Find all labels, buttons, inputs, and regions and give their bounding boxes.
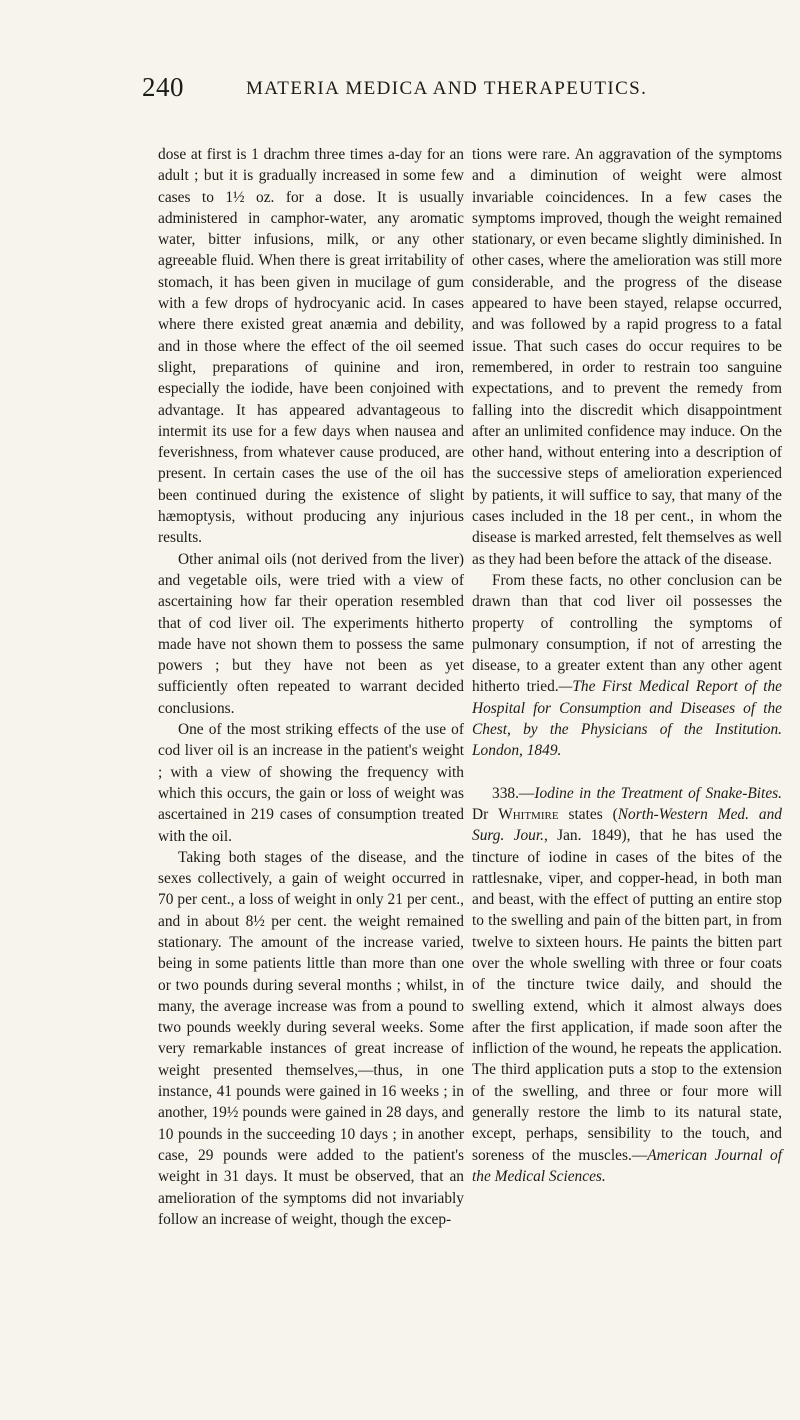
- conclusion-text: From these facts, no other conclusion can be drawn than that cod liver oil possesses the property of controlling the symptoms of pulmonary consumption, if not of arresting the disease, to a greater extent than any other agent hitherto tried.: [472, 571, 782, 696]
- paragraph-weight-effect: One of the most striking effects of the use of cod liver oil is an increase in the patient's weight ; with a view of showing the frequency with which this occurs, the gain or loss of weight was ascertained in 219 cases of consumption treated with the oil.: [158, 721, 464, 845]
- text-states: states (: [558, 805, 618, 823]
- journal-name: North-Western Med. and Surg. Jour.: [472, 805, 783, 845]
- text-dr: Dr: [472, 805, 499, 823]
- page-header: [0, 72, 800, 112]
- paragraph-weight-statistics: Taking both stages of the disease, and the sexes collectively, a gain of weight occurred in 70 per cent., a loss of weight in only 21 per cent., and in about 8½ per cent. the weight remained stationary. The amount of the increase varied, being in some patients little than more than one or two pounds during several months ; whilst, in many, the average increase was from a pound to two pounds weekly during several weeks. Some very remarkable instances of great increase of weight presented themselves,—thus, in one instance, 41 pounds were gained in 16 weeks ; in another, 19½ pounds were gained in 28 days, and 10 pounds in the succeeding 10 days ; in another case, 29 pounds were added to the patient's weight in 31 days. It must be observed, that an amelioration of the symptoms did not invariably follow an increase of weight, though the excep-: [158, 848, 464, 1228]
- section-body: , Jan. 1849), that he has used the tincture of iodine in cases of the bites of the rattlesnake, viper, and copper-head, in both man and beast, with the effect of putting an entire stop to the swelling and pain of the bitten part, in from twelve to sixteen hours. He paints the bitten part over the whole swelling with three or four coats of the tincture twice daily, and should the swelling extend, which it almost always does after the first application, if made soon after the infliction of the wound, he repeats the application. The third application puts a stop to the extension of the swelling, and three or four more will generally restore the limb to its natural state, except, perhaps, sensibility to the touch, and soreness of the muscles.—: [472, 827, 782, 1164]
- paragraph-dose: dose at first is 1 drachm three times a-day for an adult ; but it is gradually increased in some few cases to 1½ oz. for a dose. It is usually administered in camphor-water, any aromatic water, bitter infusions, milk, or any other agreeable fluid. When there is great irritability of stomach, it has been given in mucilage of gum with a few drops of hydrocyanic acid. In cases where there existed great anæmia and debility, and in those where the effect of the oil seemed slight, preparations of quinine and iron, especially the iodide, have been conjoined with advantage. It has appeared advantageous to intermit its use for a few days when nausea and feverishness, from whatever cause produced, are present. In certain cases the use of the oil has been continued during the existence of slight hæmoptysis, without producing any injurious results.: [158, 146, 464, 547]
- citation: —The First Medical Report of the Hospital for Consumption and Diseases of the Chest, by the Physicians of the Institution. London, 1849.: [472, 678, 782, 760]
- section-title: Iodine in the Treatment of Snake-Bites.: [534, 784, 782, 802]
- paragraph-conclusion: [472, 570, 782, 762]
- section-gap: [472, 762, 782, 783]
- left-column: [158, 144, 464, 1230]
- paragraph-exceptions: tions were rare. An aggravation of the symptoms and a diminution of weight were almost invariable coincidences. In a few cases the symptoms improved, though the weight remained stationary, or even became slightly diminished. In other cases, where the amelioration was still more considerable, and the progress of the disease appeared to have been stayed, relapse occurred, and was followed by a rapid progress to a fatal issue. That such cases do occur requires to be remembered, in order to restrain too sanguine expectations, and to prevent the remedy from falling into the discredit which disappointment after an unlimited confidence may induce. On the other hand, without entering into a description of the successive steps of amelioration experienced by patients, it will suffice to say, that many of the cases included in the 18 per cent., in whom the disease is marked arrested, felt themselves as well as they had been before the attack of the disease.: [472, 146, 782, 568]
- section-338: [472, 783, 782, 1188]
- section-number: 338.—: [492, 784, 535, 802]
- paragraph-other-oils: Other animal oils (not derived from the liver) and vegetable oils, were tried with a view of ascertaining how far their operation resembled that of cod liver oil. The experiments hitherto made have not shown them to possess the same powers ; but they have not been as yet sufficiently often repeated to warrant decided conclusions.: [158, 550, 464, 717]
- running-head: MATERIA MEDICA AND THERAPEUTICS.: [246, 78, 648, 99]
- right-column: [472, 144, 782, 1187]
- source-journal: American Journal of the Medical Sciences.: [472, 1146, 782, 1185]
- page-number: 240: [142, 72, 184, 102]
- author-name: Whitmire: [498, 805, 559, 823]
